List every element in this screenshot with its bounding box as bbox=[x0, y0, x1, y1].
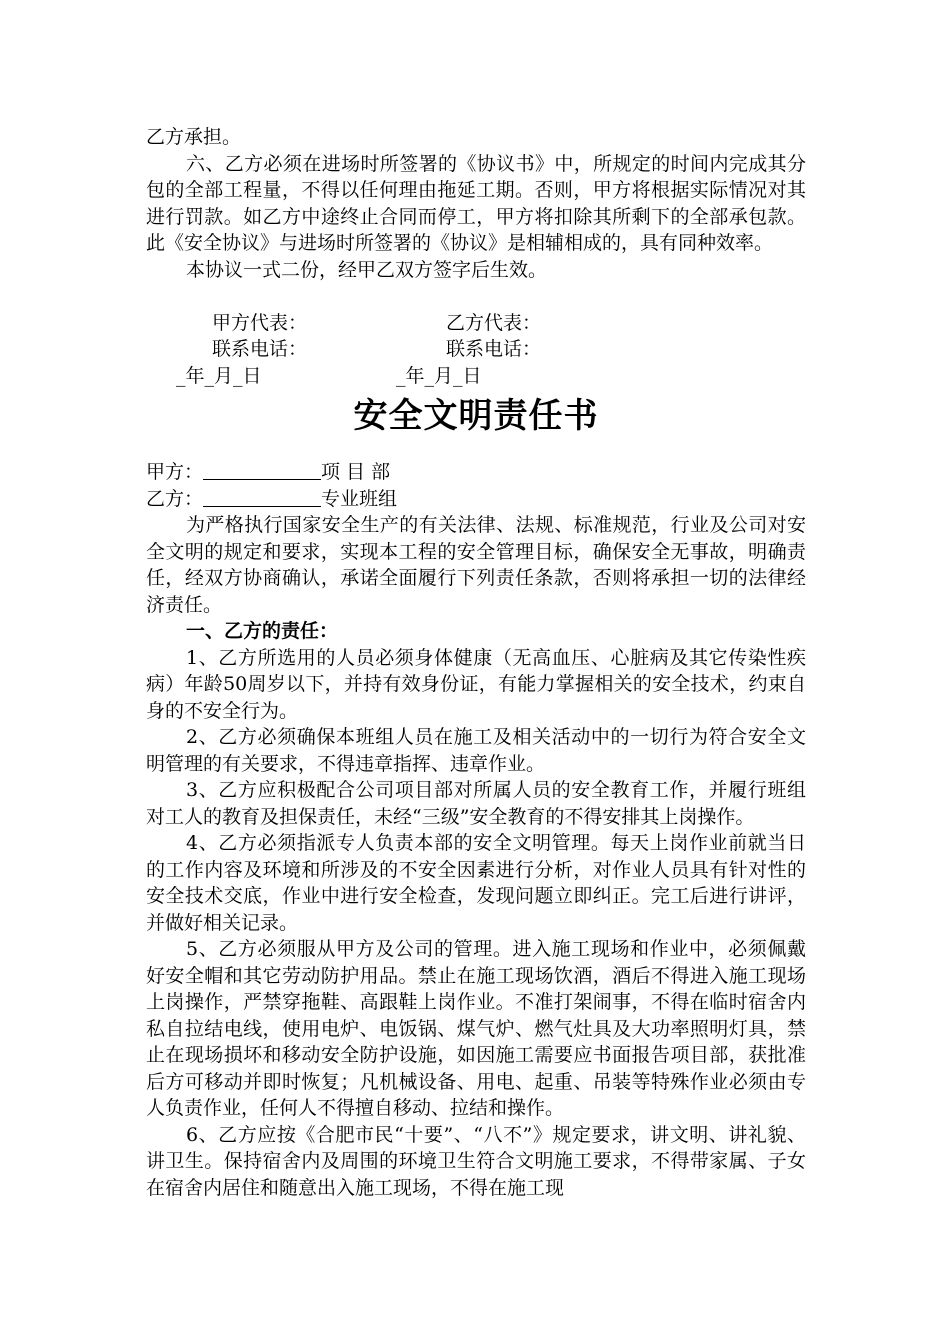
party-b-value: 专业班组 bbox=[321, 487, 398, 510]
party-a-line bbox=[146, 459, 806, 486]
clause-six: 六、乙方必须在进场时所签署的《协议书》中，所规定的时间内完成其分包的全部工程量，不得以任何理由拖延工期。否则，甲方将根据实际情况对其进行罚款。如乙方中途终止合同而停工，甲方将扣除其所剩下的全部承包款。此《安全协议》与进场时所签署的《协议》是相辅相成的，具有同种效率。 bbox=[146, 152, 806, 254]
party-b-rep-label: 乙方代表： bbox=[446, 311, 542, 334]
party-a-blank bbox=[203, 461, 321, 480]
document-body bbox=[146, 124, 806, 1201]
responsibility-item-3: 3、乙方应积极配合公司项目部对所属人员的安全教育工作，并履行班组对工人的教育及担保责任，未经“三级”安全教育的不得安排其上岗操作。 bbox=[146, 779, 806, 828]
party-a-date: _年_月_日 bbox=[176, 364, 262, 387]
party-b-blank bbox=[203, 488, 321, 507]
signature-phone-row bbox=[146, 336, 806, 363]
intro-paragraph: 为严格执行国家安全生产的有关法律、法规、标准规范，行业及公司对安全文明的规定和要求，实现本工程的安全管理目标，确保安全无事故，明确责任，经双方协商确认，承诺全面履行下列责任条款，否则将承担一切的法律经济责任。 bbox=[146, 514, 806, 616]
party-a-value: 项 目 部 bbox=[321, 461, 391, 483]
continuation-line: 乙方承担。 bbox=[146, 126, 242, 148]
responsibility-item-6: 6、乙方应按《合肥市民“十要”、“八不”》规定要求，讲文明、讲礼貌、讲卫生。保持宿舍内及周围的环境卫生符合文明施工要求，不得带家属、子女在宿舍内居住和随意出入施工现场，不得在施工现 bbox=[146, 1123, 806, 1199]
party-a-phone-label: 联系电话： bbox=[212, 338, 308, 360]
party-a-label: 甲方： bbox=[146, 461, 204, 483]
responsibility-item-5: 5、乙方必须服从甲方及公司的管理。进入施工现场和作业中，必须佩戴好安全帽和其它劳动防护用品。禁止在施工现场饮酒，酒后不得进入施工现场上岗操作，严禁穿拖鞋、高跟鞋上岗作业。不准打架闹事，不得在临时宿舍内私自拉结电线，使用电炉、电饭锅、煤气炉、燃气灶具及大功率照明灯具，禁止在现场损坏和移动安全防护设施，如因施工需要应书面报告项目部，获批准后方可移动并即时恢复；凡机械设备、用电、起重、吊装等特殊作业必须由专人负责作业，任何人不得擅自移动、拉结和操作。 bbox=[146, 938, 806, 1119]
copies-statement: 本协议一式二份，经甲乙双方签字后生效。 bbox=[186, 258, 548, 281]
section-heading: 一、乙方的责任： bbox=[186, 620, 339, 642]
responsibility-item-2: 2、乙方必须确保本班组人员在施工及相关活动中的一切行为符合安全文明管理的有关要求，不得违章指挥、违章作业。 bbox=[146, 726, 806, 775]
responsibility-item-4: 4、乙方必须指派专人负责本部的安全文明管理。每天上岗作业前就当日的工作内容及环境和所涉及的不安全因素进行分析，对作业人员具有针对性的安全技术交底，作业中进行安全检查，发现问题立即纠正。完工后进行讲评，并做好相关记录。 bbox=[146, 832, 806, 934]
party-b-line bbox=[146, 486, 806, 513]
responsibility-item-1: 1、乙方所选用的人员必须身体健康（无高血压、心脏病及其它传染性疾病）年龄50周岁以下，并持有效身份证，有能力掌握相关的安全技术，约束自身的不安全行为。 bbox=[146, 646, 806, 722]
signature-rep-row bbox=[146, 310, 806, 337]
spacer bbox=[146, 283, 806, 310]
document-title: 安全文明责任书 bbox=[353, 396, 599, 436]
party-b-label: 乙方： bbox=[146, 487, 204, 510]
party-a-rep-label: 甲方代表： bbox=[212, 311, 308, 334]
party-b-date: _年_月_日 bbox=[396, 364, 482, 387]
signature-date-row bbox=[146, 363, 806, 390]
party-b-phone-label: 联系电话： bbox=[446, 338, 542, 360]
